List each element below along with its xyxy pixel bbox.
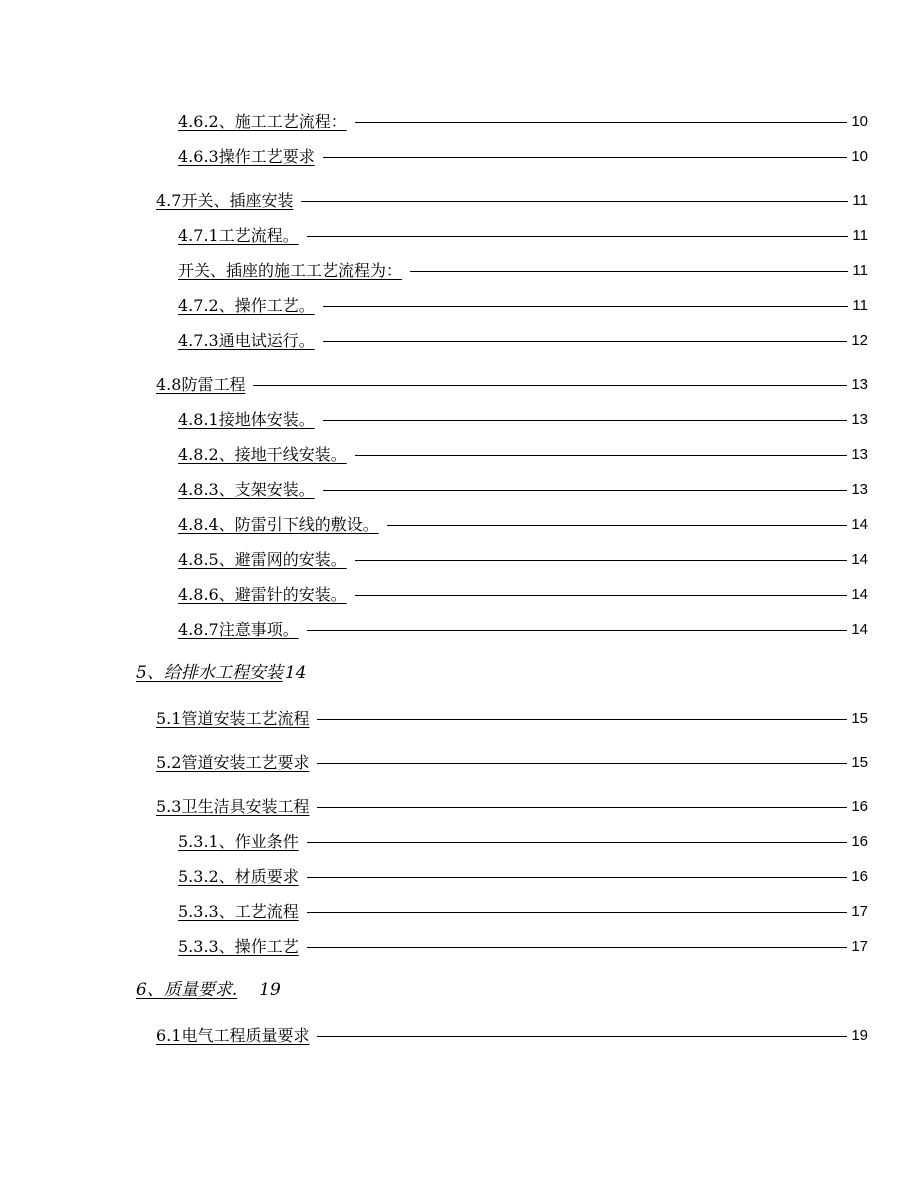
toc-entry-label[interactable]: 4.6.3操作工艺要求 [178,147,315,166]
toc-entry-label[interactable]: 5.3.3、操作工艺 [178,937,299,956]
toc-entry-page: 14 [851,551,868,568]
toc-entry[interactable] [178,222,868,246]
toc-entry-label[interactable]: 4.8.3、支架安装。 [178,480,315,499]
toc-entry-page: 15 [851,710,868,727]
toc-entry-label[interactable]: 4.8防雷工程 [156,375,246,394]
toc-entry[interactable] [178,898,868,922]
toc-leader [253,384,847,386]
toc-chapter-6[interactable] [136,978,281,1002]
toc-entry-label[interactable]: 4.7.2、操作工艺。 [178,296,315,315]
toc-entry-page: 16 [851,833,868,850]
toc-leader [317,806,847,808]
toc-entry[interactable] [178,828,868,852]
toc-leader [307,629,848,631]
toc-entry-page: 13 [851,411,868,428]
toc-entry-page: 13 [851,376,868,393]
toc-entry-label[interactable]: 4.6.2、施工工艺流程： [178,112,347,131]
toc-entry[interactable] [156,187,868,211]
toc-chapter-label[interactable]: 5、给排水工程安装 [136,663,283,683]
toc-entry[interactable] [178,546,868,570]
toc-entry-label[interactable]: 5.3.3、工艺流程 [178,902,299,921]
toc-entry-page: 16 [851,868,868,885]
toc-entry-page: 13 [851,481,868,498]
toc-entry-label[interactable]: 4.8.6、避雷针的安装。 [178,585,347,604]
toc-leader [307,876,848,878]
toc-entry[interactable] [178,476,868,500]
toc-entry[interactable] [156,705,868,729]
toc-entry[interactable] [178,257,868,281]
toc-leader [307,235,849,237]
toc-entry-label[interactable]: 4.8.2、接地干线安装。 [178,445,347,464]
toc-chapter-page: 19 [259,980,281,1000]
toc-entry[interactable] [156,371,868,395]
toc-entry[interactable] [178,292,868,316]
toc-entry[interactable] [178,327,868,351]
toc-entry-label[interactable]: 4.7开关、插座安装 [156,191,294,210]
toc-leader [317,1035,847,1037]
toc-leader [323,156,848,158]
toc-entry-label[interactable]: 5.3.2、材质要求 [178,867,299,886]
toc-entry-label[interactable]: 4.8.1接地体安装。 [178,410,315,429]
toc-entry-label[interactable]: 4.7.1工艺流程。 [178,226,299,245]
toc-entry-label[interactable]: 5.3.1、作业条件 [178,832,299,851]
toc-leader [410,270,848,272]
toc-leader [301,200,848,202]
toc-entry-label[interactable]: 5.2管道安装工艺要求 [156,753,310,772]
toc-entry-page: 11 [852,262,868,279]
toc-leader [355,594,848,596]
toc-entry[interactable] [156,1022,868,1046]
toc-entry[interactable] [178,511,868,535]
toc-leader [355,454,848,456]
toc-entry[interactable] [178,143,868,167]
toc-entry-label[interactable]: 5.3卫生洁具安装工程 [156,797,310,816]
toc-leader [323,489,848,491]
toc-leader [323,305,849,307]
toc-entry[interactable] [178,406,868,430]
toc-entry-page: 19 [851,1027,868,1044]
toc-chapter-page: 14 [284,663,307,683]
toc-entry-label[interactable]: 5.1管道安装工艺流程 [156,709,310,728]
toc-entry-label[interactable]: 4.8.4、防雷引下线的敷设。 [178,515,379,534]
toc-entry-page: 17 [851,938,868,955]
toc-leader [317,718,847,720]
toc-entry-page: 14 [851,586,868,603]
toc-leader [355,559,848,561]
toc-entry-page: 10 [851,113,868,130]
toc-entry-page: 15 [851,754,868,771]
toc-entry[interactable] [178,108,868,132]
toc-entry-label[interactable]: 开关、插座的施工工艺流程为： [178,261,403,280]
toc-leader [387,524,848,526]
toc-entry[interactable] [178,616,868,640]
toc-entry-page: 17 [851,903,868,920]
toc-leader [317,762,847,764]
toc-leader [323,340,848,342]
toc-entry-page: 10 [851,148,868,165]
toc-chapter-label[interactable]: 6、质量要求. [136,980,238,1000]
toc-entry[interactable] [156,793,868,817]
toc-leader [307,841,848,843]
toc-entry-page: 13 [851,446,868,463]
toc-entry-page: 11 [852,192,868,209]
toc-entry[interactable] [178,863,868,887]
toc-entry-page: 11 [852,297,868,314]
toc-leader [307,911,848,913]
toc-leader [323,419,848,421]
toc-entry[interactable] [178,441,868,465]
toc-entry[interactable] [156,749,868,773]
toc-entry-page: 16 [851,798,868,815]
toc-entry[interactable] [178,933,868,957]
toc-entry-label[interactable]: 4.7.3通电试运行。 [178,331,315,350]
toc-entry-page: 14 [851,516,868,533]
toc-leader [307,946,848,948]
toc-entry[interactable] [178,581,868,605]
toc-entry-label[interactable]: 4.8.7注意事项。 [178,620,299,639]
toc-chapter-5[interactable] [136,661,306,685]
toc-entry-page: 12 [851,332,868,349]
toc-entry-label[interactable]: 4.8.5、避雷网的安装。 [178,550,347,569]
toc-entry-label[interactable]: 6.1电气工程质量要求 [156,1026,310,1045]
toc-leader [355,121,848,123]
toc-entry-page: 11 [852,227,868,244]
toc-entry-page: 14 [851,621,868,638]
